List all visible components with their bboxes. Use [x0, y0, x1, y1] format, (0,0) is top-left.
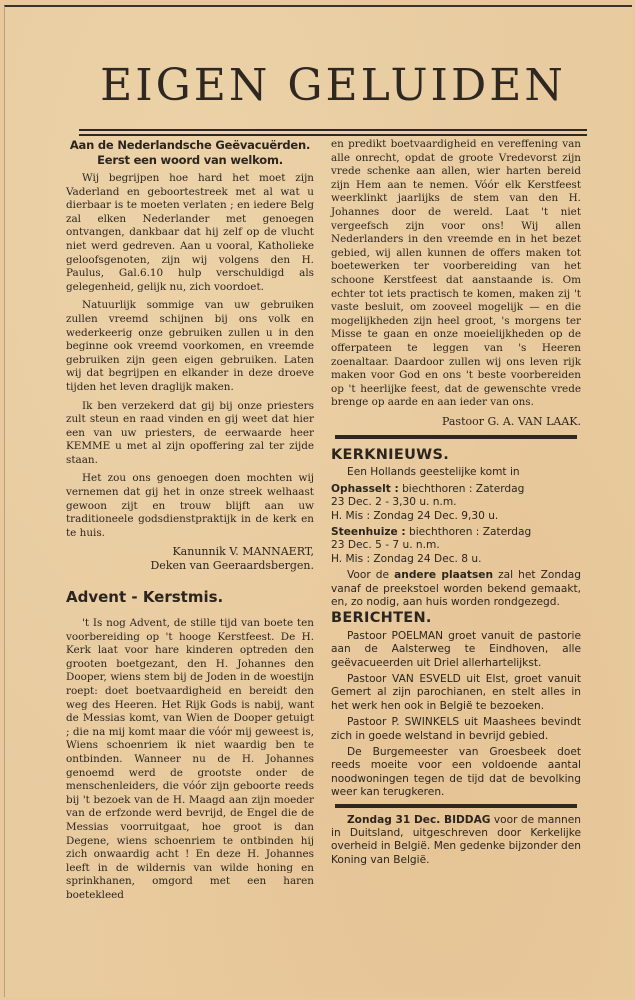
berichten-item: Pastoor POELMAN groet vanuit de pastorie aan de Aalsterweg te Eindhoven, alle geëvacueerden uit Driel allerhartelijkst. — [331, 629, 581, 669]
biddag-divider — [335, 804, 577, 808]
left-column — [66, 138, 314, 908]
biddag-bold: Zondag 31 Dec. BIDDAG — [347, 813, 491, 826]
advent-signature: Pastoor G. A. VAN LAAK. — [441, 414, 581, 428]
welcome-signature-name: Kanunnik V. MANNAERT, — [172, 545, 314, 559]
kerknieuws-title: KERKNIEUWS. — [331, 446, 449, 463]
biddag-note — [331, 814, 581, 868]
berichten-title: BERICHTEN. — [331, 610, 432, 627]
location-name: Steenhuize : — [331, 525, 406, 538]
other-places-pre: Voor de — [347, 569, 390, 582]
location-entry — [331, 526, 581, 566]
kerknieuws-section — [331, 446, 582, 867]
location-entry — [331, 483, 581, 523]
location-confession: biechthoren : Zaterdag — [402, 482, 525, 495]
berichten-item: Pastoor VAN ESVELD uit Elst, groet vanuit Gemert al zijn parochianen, en stelt alles in het werk hen ook in België te bezoeken. — [331, 672, 581, 712]
right-column — [331, 138, 581, 870]
berichten-item: De Burgemeester van Groesbeek doet reeds moeite voor een voldoende aantal noodwoningen tegen de tijd dat de bevolking weer kan terugkeren. — [331, 746, 581, 799]
location-confession-time: 23 Dec. 2 - 3,30 u. n.m. — [331, 496, 457, 509]
advent-title: Advent - Kerstmis. — [66, 588, 224, 607]
other-places-post: zal het Zondag vanaf de preekstoel worden bekend gemaakt, en, zo nodig, aan huis worden rondgezegd. — [331, 569, 582, 608]
location-confession: biechthoren : Zaterdag — [408, 525, 532, 538]
welcome-paragraph: Het zou ons genoegen doen mochten wij vernemen dat gij het in onze streek welhaast gewoon zijt en trouw blijft aan uw traditioneele godsdienstpraktijk in de kerk en te huis. — [66, 472, 314, 539]
welcome-paragraph: Ik ben verzekerd dat gij bij onze priesters zult steun en raad vinden en gij weet dat hier een van uw priesters, de eerwaarde heer KEMME u met al zijn opoffering zal ter zijde staan. — [66, 399, 314, 466]
masthead-double-rule — [79, 129, 587, 136]
location-name: Ophasselt : — [331, 482, 399, 495]
advent-paragraph-right: en predikt boetvaardigheid en vereffening van alle onrecht, opdat de groote Vredevorst zijn vrede schenke aan allen, wier harten bereid zijn Hem aan te nemen. Vóór elk Kerstfeest weerklinkt jaarlijks de stem van den H. Johannes door de wereld. Laat 't niet vergeefsch zijn voor ons! Wij allen Nederlanders in den vreemde en in het bezet gebied, wij allen kunnen de offers maken tot boetewerken ter voorbereiding van het schoone Kerstfeest dat aanstaande is. Om echter tot iets practisch te komen, maken zij 't vaste besluit, om zooveel mogelijk — en die mogelijkheden zijn heel groot, 's morgens ter Misse te gaan en onze moeielijkheden op de offerpateen te leggen van 's Heeren zoenaltaar. Daardoor zullen wij ons leven rijk maken voor God en ons 't beste voorbereiden op 't heerlijke feest, dat de gewenschte vrede brenge op aarde en aan ieder van ons. — [331, 138, 581, 409]
welcome-paragraph: Wij begrijpen hoe hard het moet zijn Vaderland en geboortestreek met al wat u dierbaar is te moeten verlaten ; en iedere Belg zal elken Nederlander met genoegen ontvangen, dankbaar dat hij zelf op de vlucht niet werd gedreven. Aan u vooral, Katholieke geloofsgenoten, zijn wij volgens den H. Paulus, Gal.6.10 hulp verschuldigd als gelegenheid, gelijk nu, zich voordoet. — [66, 172, 314, 293]
other-places-bold: andere plaatsen — [394, 569, 494, 582]
location-confession-time: 23 Dec. 5 - 7 u. n.m. — [331, 539, 440, 552]
location-mass: H. Mis : Zondag 24 Dec. 8 u. — [331, 552, 482, 565]
welcome-heading-line1: Aan de Nederlandsche Geëvacuërden. — [69, 138, 311, 152]
welcome-signature-title: Deken van Geeraardsbergen. — [150, 559, 314, 573]
section-divider — [335, 435, 577, 439]
other-places-note — [331, 569, 581, 609]
biddag-text: voor de mannen in Duitsland, uitgeschreven door Kerkelijke overheid in België. Men gedenke bijzonder den Koning van België. — [331, 813, 581, 866]
welcome-paragraph: Natuurlijk sommige van uw gebruiken zullen vreemd schijnen bij ons volk en wederkeerig onze gebruiken zullen u in den beginne ook vreemd voorkomen, en vreemde gebruiken zijn geen eigen gebruiken. Laten wij dat begrijpen en elkander in deze droeve tijden het leven draglijk maken. — [66, 299, 314, 393]
location-mass: H. Mis : Zondag 24 Dec. 9,30 u. — [331, 509, 499, 522]
advent-paragraph-left: 't Is nog Advent, de stille tijd van boete ten voorbereiding op 't hooge Kerstfeest. De H. Kerk laat voor hare kinderen optreden den grooten boetgezant, den H. Johannes den Dooper, wiens stem bij de Joden in de woestijn roept: doet boetvaardigheid en bereidt den weg des Heeren. Het Rijk Gods is nabij, want de Messias komt, van Wien de Dooper getuigt ; die na mij komt maar die vóór mij geweest is, Wiens schoenriem ik niet waardig ben te ontbinden. Wanneer nu de H. Johannes genoemd werd de grootste onder de menschenleiders, die vóór zijn geboorte reeds bij 't bezoek van de H. Maagd aan zijn moeder van de erfzonde werd bevrijd, de Engel die de Messias voorruitgaat, hoe groot is dan Degene, wiens schoenriem te ontbinden hij zich onwaardig acht ! En deze H. Johannes leeft in de wildernis van wilde honing en sprinkhanen, omgord met een haren boetekleed — [66, 617, 314, 901]
kerknieuws-intro: Een Hollands geestelijke komt in — [347, 466, 520, 479]
welcome-heading-line2: Eerst een woord van welkom. — [97, 153, 283, 167]
berichten-item: Pastoor P. SWINKELS uit Maashees bevindt zich in goede welstand in bevrijd gebied. — [331, 716, 581, 742]
masthead-title: EIGEN GELUIDEN — [100, 60, 566, 111]
